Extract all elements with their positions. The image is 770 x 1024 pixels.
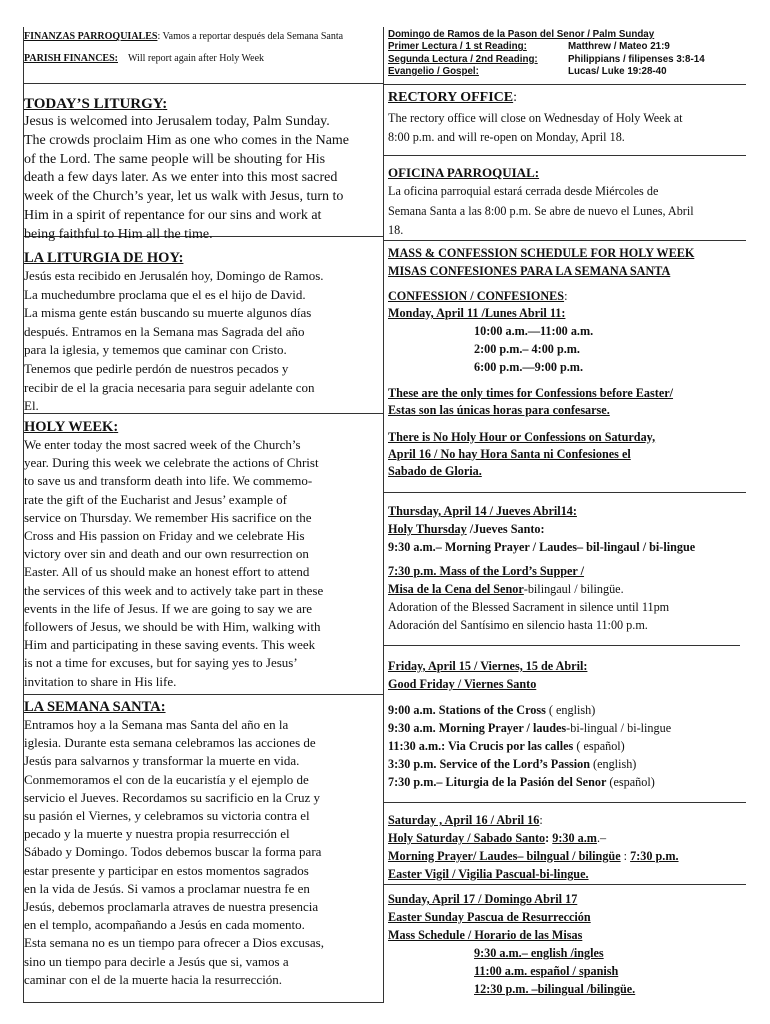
sunday-name: Easter Sunday Pascua de Resurrección (388, 910, 591, 924)
text-line: Sábado y Domingo. Todos debemos buscar la forma para (24, 844, 322, 860)
text-line: Conmemoramos el con de la eucaristía y el ejemplo de (24, 771, 309, 787)
text-line: 18. (388, 223, 404, 237)
sunday-schedule: Mass Schedule / Horario de las Misas (388, 928, 583, 942)
todays-liturgy-title: TODAY’S LITURGY: (24, 96, 168, 112)
text-line: victory over sin and death and our own resurrection on (24, 546, 309, 562)
thursday-adoration-es: Adoración del Santísimo en silencio hasta 11:00 p.m. (388, 618, 648, 632)
friday-item: 11:30 a.m.: Via Crucis por las calles ( español) (388, 739, 625, 753)
text-line: servicio el Jueves. Recordamos su sacrificio en la Cruz y (24, 789, 321, 805)
oficina-title: OFICINA PARROQUIAL: (388, 165, 540, 180)
text-line: the services of this week and to actively take part in these (24, 582, 324, 598)
reading-label: Primer Lectura / 1 st Reading: (388, 41, 527, 53)
text-line: Him in a spirit of repentance for our sins and work at (24, 207, 322, 223)
text-line: en el templo, acompañando a Jesús en cada momento. (24, 917, 305, 933)
bottom-border (23, 1002, 384, 1003)
divider-right-2 (384, 155, 746, 156)
reading-label: Evangelio / Gospel: (388, 65, 479, 77)
no-holy-hour-line: There is No Holy Hour or Confessions on Saturday, (388, 429, 656, 444)
readings-title: Domingo de Ramos de la Pason del Senor / Palm Sunday (388, 29, 655, 40)
reading-value: Lucas/ Luke 19:28-40 (568, 65, 667, 77)
text-line: Jesus is welcomed into Jerusalem today, Palm Sunday. (24, 114, 330, 129)
finances-en (24, 52, 382, 65)
confession-time: 6:00 p.m.—9:00 p.m. (474, 360, 584, 375)
reading-value: Matthrew / Mateo 21:9 (568, 41, 670, 53)
liturgia-de-hoy-section (24, 249, 382, 414)
thursday-name: Holy Thursday /Jueves Santo: (388, 522, 545, 536)
text-line: Jesús para salvarnos y transformar la muerte en vida. (24, 753, 300, 769)
sunday-mass-time: 9:30 a.m.– english /ingles (474, 946, 604, 960)
text-line: La oficina parroquial estará cerrada desde Miércoles de (388, 184, 659, 198)
text-line: followers of Jesus, we should be with Him, walking with (24, 619, 321, 635)
friday-item: 3:30 p.m. Service of the Lord’s Passion (english) (388, 757, 637, 771)
text-line: We enter today the most sacred week of the Church’s (24, 437, 301, 452)
sunday-mass-time: 11:00 a.m. español / spanish (474, 964, 619, 978)
todays-liturgy-section (24, 96, 382, 242)
text-line: Cross and His passion on Friday and we celebrate His (24, 528, 305, 544)
thursday-prayer: 9:30 a.m.– Morning Prayer / Laudes– bil-lingaul / bi-lingue (388, 540, 696, 554)
holy-week-body (24, 436, 382, 691)
friday-date: Friday, April 15 / Viernes, 15 de Abril: (388, 659, 588, 673)
text-line: estar presente y participar en estos momentos sagrados (24, 862, 309, 878)
liturgia-de-hoy-title: LA LITURGIA DE HOY: (24, 250, 184, 266)
text-line: death a few days later. As we enter into this most sacred (24, 170, 338, 186)
divider-right-1 (384, 84, 746, 85)
text-line: Esta semana no es un tiempo para ofrecer a Dios excusas, (24, 935, 324, 951)
text-line: en la vida de Jesús. Si vamos a proclamar nuestra fe en (24, 880, 310, 896)
text-line: La misma gente están buscando su muerte algunos días (24, 305, 312, 321)
text-line: recibir de el la gracia necesaria para seguir adelante con (24, 379, 315, 395)
finances-en-label: PARISH FINANCES: (24, 53, 118, 64)
saturday-name: Holy Saturday / Sabado Santo: 9:30 a.m.– (388, 831, 607, 845)
rectory-office-section (388, 89, 748, 154)
divider-left-4 (23, 694, 384, 695)
text-line: Entramos hoy a la Semana mas Santa del año en la (24, 717, 289, 732)
reading-row (388, 54, 705, 66)
column-divider (383, 27, 384, 1002)
text-line: 8:00 p.m. and will re-open on Monday, April 18. (388, 130, 625, 144)
thursday-mass: 7:30 p.m. Mass of the Lord’s Supper / (388, 564, 585, 578)
todays-liturgy-body (24, 113, 382, 245)
holy-week-title: HOLY WEEK: (24, 419, 119, 435)
text-line: is not a time for excuses, but for saying yes to Jesus’ (24, 655, 298, 671)
easter-sunday-section (388, 890, 748, 1002)
text-line: después. Entramos en la Semana mas Sagrada del año (24, 323, 305, 339)
rectory-title: RECTORY OFFICE: (388, 90, 518, 105)
text-line: Jesús, debemos proclamarla atraves de nuestra presencia (24, 899, 319, 915)
reading-row (388, 66, 705, 78)
text-line: week of the Church’s year, let us walk with Jesus, turn to (24, 189, 344, 205)
schedule-title-es: MISAS CONFESIONES PARA LA SEMANA SANTA (388, 263, 671, 278)
text-line: rate the gift of the Eucharist and Jesus’ example of (24, 491, 287, 507)
text-line: events in the life of Jesus. If we are going to say we are (24, 600, 313, 616)
oficina-parroquial-section (388, 164, 748, 239)
saturday-vigil: Easter Vigil / Vigilia Pascual-bi-lingue. (388, 867, 589, 881)
confession-time: 2:00 p.m.– 4:00 p.m. (474, 342, 580, 357)
thursday-misa: Misa de la Cena del Senor-bilingaul / bilingüe. (388, 582, 624, 596)
text-line: service on Thursday. We remember His sacrifice on the (24, 509, 312, 525)
finances-en-text: Will report again after Holy Week (128, 53, 265, 64)
friday-item: 9:30 a.m. Morning Prayer / laudes-bi-lingual / bi-lingue (388, 721, 672, 735)
text-line: Him and participating in these saving events. This week (24, 637, 316, 653)
confession-monday: Monday, April 11 /Lunes Abril 11: (388, 306, 566, 320)
liturgia-de-hoy-body (24, 267, 382, 416)
text-line: year. During this week we celebrate the actions of Christ (24, 455, 319, 471)
thursday-date: Thursday, April 14 / Jueves Abril14: (388, 504, 577, 518)
holy-week-section (24, 418, 382, 693)
text-line: pecado y la muerte y nuestra propia resurrección el (24, 826, 290, 842)
thursday-adoration-en: Adoration of the Blessed Sacrament in silence until 11pm (388, 600, 670, 614)
mass-confession-schedule-section (388, 245, 748, 491)
sunday-date: Sunday, April 17 / Domingo Abril 17 (388, 892, 578, 906)
friday-item: 7:30 p.m.– Liturgia de la Pasión del Senor (español) (388, 775, 655, 789)
friday-items (388, 701, 748, 791)
text-line: Jesús esta recibido en Jerusalén hoy, Domingo de Ramos. (24, 268, 324, 283)
readings-section (388, 29, 748, 83)
finances-es-label: FINANZAS PARROQUIALES (24, 31, 158, 42)
reading-row (388, 41, 705, 53)
divider-right-6 (384, 802, 746, 803)
saturday-prayer: Morning Prayer/ Laudes– bilngual / bilingüe : 7:30 p.m. (388, 849, 679, 863)
no-holy-hour-line: April 16 / No hay Hora Santa ni Confesiones el (388, 446, 631, 461)
text-line: being faithful to Him all the time. (24, 226, 213, 242)
holy-thursday-section (388, 502, 748, 644)
divider-right-7 (384, 884, 746, 885)
text-line: The rectory office will close on Wednesday of Holy Week at (388, 111, 683, 125)
text-line: invitation to share in His life. (24, 673, 177, 689)
semana-santa-section (24, 698, 382, 1001)
text-line: The crowds proclaim Him as one who comes in the Name (24, 132, 350, 148)
text-line: to save us and transform death into life. We commemo- (24, 473, 313, 489)
schedule-title-en: MASS & CONFESSION SCHEDULE FOR HOLY WEEK (388, 246, 695, 260)
finances-es-text: : Vamos a reportar después dela Semana Santa (157, 31, 344, 42)
only-times-line: These are the only times for Confessions before Easter/ (388, 386, 674, 401)
semana-santa-title: LA SEMANA SANTA: (24, 699, 166, 715)
divider-left-1 (23, 83, 384, 84)
sunday-mass-time: 12:30 p.m. –bilingual /bilingüe. (474, 982, 636, 996)
reading-value: Philippians / filipenses 3:8-14 (568, 53, 705, 65)
text-line: para la iglesia, y tememos que caminar con Cristo. (24, 342, 287, 358)
semana-santa-body (24, 716, 382, 989)
text-line: of the Lord. The same people will be shouting for His (24, 151, 326, 167)
text-line: La muchedumbre proclama que el es el hijo de David. (24, 286, 306, 302)
readings-table (388, 41, 705, 78)
finances-es (24, 30, 382, 43)
text-line: su pasión el Viernes, y celebramos su victoria contra el (24, 808, 310, 824)
text-line: Tenemos que pedirle perdón de nuestros pecados y (24, 360, 289, 376)
reading-label: Segunda Lectura / 2nd Reading: (388, 53, 538, 65)
confession-title: CONFESSION / CONFESIONES: (388, 289, 568, 303)
parish-finances-section (24, 30, 382, 82)
friday-item: 9:00 a.m. Stations of the Cross ( english) (388, 703, 596, 717)
only-times-line: Estas son las únicas horas para confesarse. (388, 403, 610, 418)
friday-name: Good Friday / Viernes Santo (388, 677, 537, 691)
no-holy-hour-line: Sabado de Gloria. (388, 464, 482, 479)
saturday-date: Saturday , April 16 / Abril 16: (388, 813, 543, 827)
text-line: sino un tiempo para decirle a Jesús que si, vamos a (24, 953, 289, 969)
divider-right-5 (384, 645, 740, 646)
good-friday-section (388, 657, 748, 801)
text-line: Easter. All of us should make an honest effort to attend (24, 564, 310, 580)
text-line: El. (24, 398, 39, 414)
holy-saturday-section (388, 811, 748, 883)
text-line: Semana Santa a las 8:00 p.m. Se abre de nuevo el Lunes, Abril (388, 203, 694, 218)
text-line: caminar con el de la muerte hacia la resurrección. (24, 971, 283, 987)
divider-right-4 (384, 492, 746, 493)
confession-time: 10:00 a.m.—11:00 a.m. (474, 324, 594, 339)
text-line: iglesia. Durante esta semana celebramos las acciones de (24, 735, 316, 751)
